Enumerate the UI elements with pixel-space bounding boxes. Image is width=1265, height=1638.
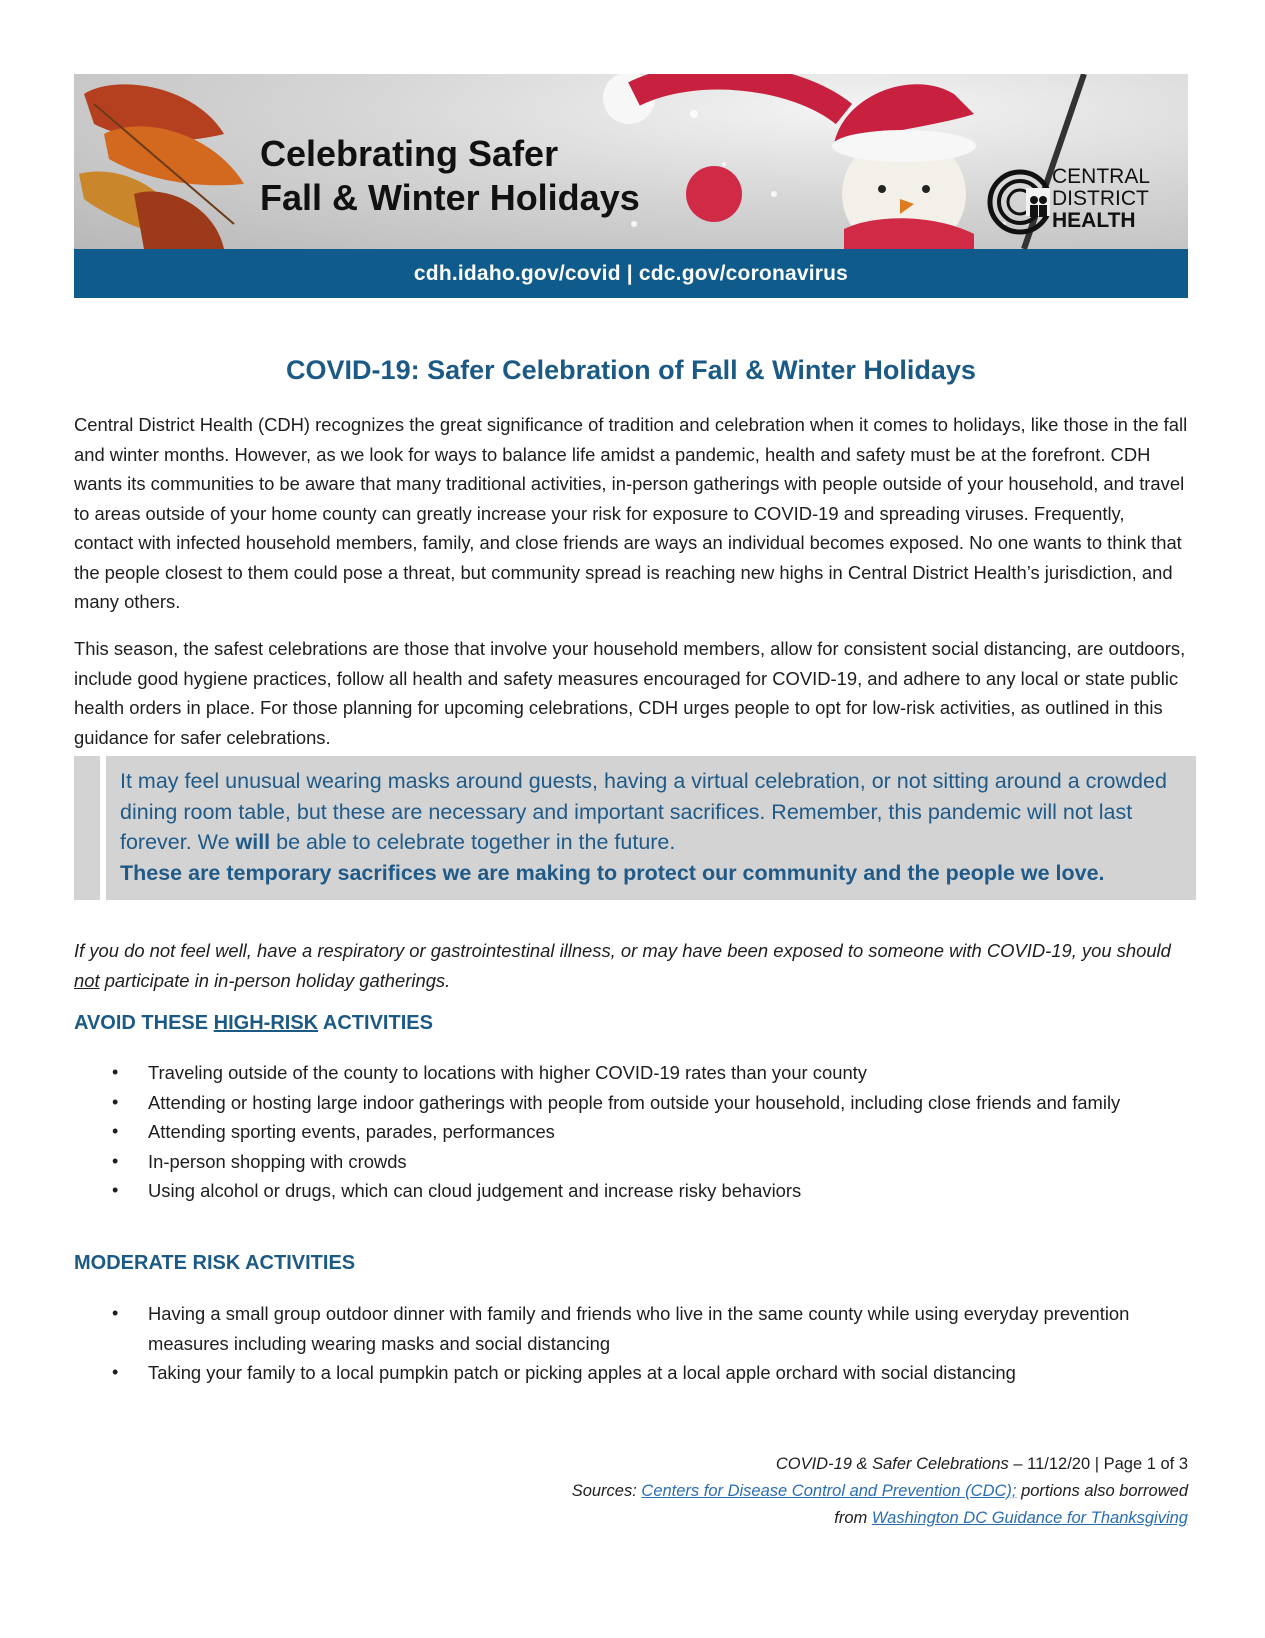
banner-photo <box>74 74 1188 249</box>
callout-stripe <box>100 756 106 900</box>
footer-page-number: | Page 1 of 3 <box>1090 1455 1188 1473</box>
list-item: • Taking your family to a local pumpkin patch or picking apples at a local apple orchard with social distancing <box>74 1358 1188 1388</box>
high-risk-heading-pre: AVOID THESE <box>74 1012 214 1034</box>
autumn-leaves-icon <box>79 84 244 249</box>
callout-text-part2: be able to celebrate together in the future. <box>270 830 676 854</box>
banner-title-line1: Celebrating Safer <box>260 133 559 174</box>
high-risk-heading-underlined: HIGH-RISK <box>213 1012 319 1034</box>
moderate-risk-list <box>74 1299 1188 1388</box>
footer-sources-label: Sources: <box>571 1482 642 1500</box>
snowman-icon <box>603 74 976 249</box>
list-item: • Traveling outside of the county to locations with higher COVID-19 rates than your county <box>74 1058 1188 1088</box>
guidance-paragraph: This season, the safest celebrations are those that involve your household members, allow for consistent social distancing, are outdoors, include good hygiene practices, follow all health and safety measures encouraged for COVID-19, and adhere to any local or state public health orders in place. For those planning for upcoming celebrations, CDH urges people to opt for low-risk activities, as outlined in this guidance for safer celebrations. <box>74 638 1186 748</box>
logo-text-health: HEALTH <box>1052 209 1136 232</box>
high-risk-list <box>74 1058 1188 1206</box>
footer-dash: – <box>1008 1455 1028 1473</box>
callout-text <box>120 766 1190 888</box>
footer-borrowed-text: portions also borrowed <box>1016 1482 1188 1500</box>
illness-note <box>74 936 1188 995</box>
callout-emphasis: will <box>235 830 271 854</box>
footer-sources <box>388 1478 1188 1505</box>
banner-title <box>260 132 640 220</box>
callout-box <box>74 756 1196 900</box>
callout-bold-line: These are temporary sacrifices we are making to protect our community and the people we love. <box>120 860 1105 885</box>
list-item: • Using alcohol or drugs, which can cloud judgement and increase risky behaviors <box>74 1176 1188 1206</box>
dc-guidance-link[interactable]: Washington DC Guidance for Thanksgiving <box>871 1509 1188 1527</box>
note-underlined: not <box>74 969 100 991</box>
cdc-link[interactable]: Centers for Disease Control and Prevention (CDC); <box>641 1482 1017 1500</box>
moderate-risk-heading: MODERATE RISK ACTIVITIES <box>74 1252 356 1274</box>
footer-date: 11/12/20 <box>1027 1455 1091 1473</box>
cdh-logo-icon <box>986 166 1050 238</box>
cdh-logo <box>986 166 1176 238</box>
note-part2: participate in in-person holiday gatherings. <box>99 969 451 991</box>
footer-page-info <box>388 1451 1188 1478</box>
callout-text-part1: It may feel unusual wearing masks around guests, having a virtual celebration, or not sitting around a crowded dining room table, but these are necessary and important sacrifices. Remember, this pandemic will not last forever. We <box>120 769 1167 854</box>
cdh-logo-text <box>1052 166 1150 232</box>
footer-sources-line2 <box>388 1505 1188 1532</box>
banner-title-line2: Fall & Winter Holidays <box>260 177 640 218</box>
logo-text-central: CENTRAL <box>1052 165 1151 188</box>
header-banner <box>74 74 1188 298</box>
list-item: • Having a small group outdoor dinner with family and friends who live in the same county while using everyday prevention measures including wearing masks and social distancing <box>74 1299 1188 1358</box>
list-item: • In-person shopping with crowds <box>74 1147 1188 1177</box>
footer-doc-name: COVID-19 & Safer Celebrations <box>775 1455 1009 1473</box>
banner-links: cdh.idaho.gov/covid | cdc.gov/coronavirus <box>74 249 1188 298</box>
intro-paragraph: Central District Health (CDH) recognizes the great significance of tradition and celebration when it comes to holidays, like those in the fall and winter months. However, as we look for ways to balance life amidst a pandemic, health and safety must be at the forefront. CDH wants its communities to be aware that many traditional activities, in-person gatherings with people outside of your household, and travel to areas outside of your home county can greatly increase your risk for exposure to COVID-19 and spreading viruses. Frequently, contact with infected household members, family, and close friends are ways an individual becomes exposed. No one wants to think that the people closest to them could pose a threat, but community spread is reaching new highs in Central District Health’s jurisdiction, and many others. <box>74 414 1188 612</box>
list-item: • Attending sporting events, parades, performances <box>74 1117 1188 1147</box>
page-title: COVID-19: Safer Celebration of Fall & Winter Holidays <box>286 355 976 385</box>
high-risk-heading <box>74 1012 433 1035</box>
note-part1: If you do not feel well, have a respiratory or gastrointestinal illness, or may have been exposed to someone with COVID-19, you should <box>74 940 1171 961</box>
footer-from-text: from <box>834 1509 872 1527</box>
logo-text-district: DISTRICT <box>1052 187 1149 210</box>
high-risk-heading-post: ACTIVITIES <box>318 1012 433 1034</box>
list-item: • Attending or hosting large indoor gatherings with people from outside your household, including close friends and family <box>74 1088 1188 1118</box>
